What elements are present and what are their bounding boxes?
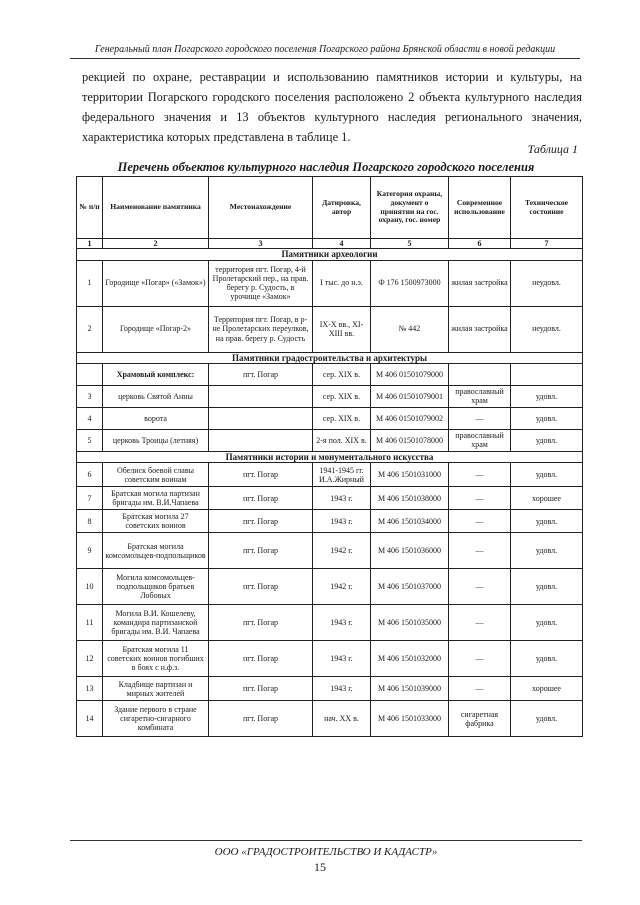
cell-usage: сигаретная фабрика	[449, 701, 511, 737]
cell-num	[77, 363, 103, 385]
cell-dating: 1943 г.	[313, 487, 371, 510]
cell-condition: удовл.	[511, 533, 583, 569]
cell-location: пгт. Погар	[209, 533, 313, 569]
col-number: 7	[511, 239, 583, 249]
cell-location	[209, 407, 313, 429]
cell-condition: удовл.	[511, 641, 583, 677]
col-header-dating: Датировка, автор	[313, 177, 371, 239]
cell-category: М 406 1501034000	[371, 510, 449, 533]
cell-condition	[511, 363, 583, 385]
col-header-num: № п/п	[77, 177, 103, 239]
cell-dating: сер. XIX в.	[313, 363, 371, 385]
cell-condition: хорошее	[511, 677, 583, 701]
cell-condition: неудовл.	[511, 260, 583, 306]
cell-dating: 1942 г.	[313, 533, 371, 569]
col-header-condition: Техническое состояние	[511, 177, 583, 239]
cell-num: 4	[77, 407, 103, 429]
column-number-row	[77, 239, 583, 249]
col-number: 2	[103, 239, 209, 249]
cell-dating: IX-X вв., XI-XIII вв.	[313, 306, 371, 352]
cell-location: Территория пгт. Погар, в р-не Пролетарских переулков, на прав. берегу р. Судость	[209, 306, 313, 352]
cell-condition: удовл.	[511, 701, 583, 737]
table-row	[77, 487, 583, 510]
cell-condition: удовл.	[511, 605, 583, 641]
cell-location: пгт. Погар	[209, 363, 313, 385]
cell-location: пгт. Погар	[209, 510, 313, 533]
cell-category: М 406 1501039000	[371, 677, 449, 701]
table-row	[77, 363, 583, 385]
col-header-name: Наименование памятника	[103, 177, 209, 239]
cell-condition: хорошее	[511, 487, 583, 510]
cell-name: Братская могила 11 советских воинов погибших в боях с н.ф.з.	[103, 641, 209, 677]
section-title: Памятники истории и монументального искусства	[77, 451, 583, 462]
cell-category: М 406 01501078000	[371, 429, 449, 451]
cell-dating: 1941-1945 гг. И.А.Жирный	[313, 463, 371, 487]
cell-condition: удовл.	[511, 510, 583, 533]
col-header-location: Местонахождение	[209, 177, 313, 239]
cell-num: 14	[77, 701, 103, 737]
table-title: Перечень объектов культурного наследия Погарского городского поселения	[117, 160, 535, 174]
cell-location: территория пгт. Погар, 4-й Пролетарский пер., на прав. берегу р. Судость, в урочище «Замок»	[209, 260, 313, 306]
cell-category: М 406 1501032000	[371, 641, 449, 677]
cell-location	[209, 429, 313, 451]
cell-usage: —	[449, 677, 511, 701]
section-row-archaeology	[77, 249, 583, 260]
cell-dating: сер. XIX в.	[313, 385, 371, 407]
table-number: Таблица 1	[527, 142, 578, 156]
cell-condition: удовл.	[511, 385, 583, 407]
cell-category: М 406 1501038000	[371, 487, 449, 510]
cell-name: Городище «Погар» («Замок»)	[103, 260, 209, 306]
cell-location: пгт. Погар	[209, 641, 313, 677]
cell-usage: —	[449, 605, 511, 641]
cell-num: 2	[77, 306, 103, 352]
cell-num: 13	[77, 677, 103, 701]
footer-company: ООО «ГРАДОСТРОИТЕЛЬСТВО И КАДАСТР»	[70, 840, 582, 858]
cell-name: ворота	[103, 407, 209, 429]
table-row	[77, 569, 583, 605]
cell-category: М 406 1501033000	[371, 701, 449, 737]
cell-category: М 406 1501031000	[371, 463, 449, 487]
table-row	[77, 385, 583, 407]
col-header-usage: Современное использование	[449, 177, 511, 239]
cell-name: Братская могила комсомольцев-подпольщиков	[103, 533, 209, 569]
cell-usage: православный храм	[449, 429, 511, 451]
page-number: 15	[314, 860, 326, 874]
cell-usage: —	[449, 569, 511, 605]
cell-location: пгт. Погар	[209, 605, 313, 641]
heritage-table	[76, 176, 583, 737]
cell-location: пгт. Погар	[209, 677, 313, 701]
cell-usage: —	[449, 487, 511, 510]
cell-dating: 1942 г.	[313, 569, 371, 605]
cell-usage: православный храм	[449, 385, 511, 407]
table-row	[77, 306, 583, 352]
cell-num: 11	[77, 605, 103, 641]
table-row	[77, 510, 583, 533]
cell-num: 8	[77, 510, 103, 533]
cell-name: Храмовый комплекс:	[103, 363, 209, 385]
table-row	[77, 641, 583, 677]
cell-num: 9	[77, 533, 103, 569]
cell-usage: —	[449, 463, 511, 487]
cell-num: 3	[77, 385, 103, 407]
col-number: 6	[449, 239, 511, 249]
cell-num: 1	[77, 260, 103, 306]
cell-dating: 1943 г.	[313, 677, 371, 701]
col-number: 3	[209, 239, 313, 249]
cell-dating: 1943 г.	[313, 510, 371, 533]
table-row	[77, 407, 583, 429]
cell-category: М 406 1501036000	[371, 533, 449, 569]
cell-condition: удовл.	[511, 463, 583, 487]
cell-location: пгт. Погар	[209, 569, 313, 605]
col-number: 5	[371, 239, 449, 249]
cell-num: 10	[77, 569, 103, 605]
cell-name: Могила В.И. Кошелеву, командира партизанской бригады им. В.И. Чапаева	[103, 605, 209, 641]
cell-num: 7	[77, 487, 103, 510]
cell-num: 12	[77, 641, 103, 677]
cell-category: № 442	[371, 306, 449, 352]
cell-name: Обелиск боевой славы советским воинам	[103, 463, 209, 487]
cell-name: церковь Святой Анны	[103, 385, 209, 407]
section-row-urban	[77, 352, 583, 363]
cell-name: Могила комсомольцев-подпольщиков братьев Лобовых	[103, 569, 209, 605]
cell-name: Братская могила 27 советских воинов	[103, 510, 209, 533]
cell-dating: 1943 г.	[313, 605, 371, 641]
col-number: 4	[313, 239, 371, 249]
cell-num: 6	[77, 463, 103, 487]
cell-name: Кладбище партизан и мирных жителей	[103, 677, 209, 701]
section-row-history	[77, 451, 583, 462]
cell-name: церковь Троицы (летняя)	[103, 429, 209, 451]
cell-usage: жилая застройка	[449, 306, 511, 352]
cell-name: Здание первого в стране сигаретно-сигарного комбината	[103, 701, 209, 737]
cell-category: М 406 01501079000	[371, 363, 449, 385]
cell-condition: неудовл.	[511, 306, 583, 352]
table-row	[77, 605, 583, 641]
cell-category: Ф 176 1500973000	[371, 260, 449, 306]
section-title: Памятники градостроительства и архитектуры	[77, 352, 583, 363]
col-number: 1	[77, 239, 103, 249]
cell-location	[209, 385, 313, 407]
cell-location: пгт. Погар	[209, 701, 313, 737]
cell-dating: 2-я пол. XIX в.	[313, 429, 371, 451]
cell-category: М 406 1501035000	[371, 605, 449, 641]
cell-condition: удовл.	[511, 407, 583, 429]
cell-usage: —	[449, 510, 511, 533]
cell-dating: I тыс. до н.э.	[313, 260, 371, 306]
cell-dating: нач. XX в.	[313, 701, 371, 737]
cell-dating: 1943 г.	[313, 641, 371, 677]
table-row	[77, 677, 583, 701]
cell-location: пгт. Погар	[209, 487, 313, 510]
cell-usage: —	[449, 407, 511, 429]
cell-usage	[449, 363, 511, 385]
cell-condition: удовл.	[511, 429, 583, 451]
cell-usage: —	[449, 533, 511, 569]
table-row	[77, 701, 583, 737]
cell-category: М 406 01501079001	[371, 385, 449, 407]
col-header-category: Категория охраны, документ о принятии на гос. охрану, гос. номер	[371, 177, 449, 239]
cell-name: Братская могила партизан бригады им. В.И.Чапаева	[103, 487, 209, 510]
cell-num: 5	[77, 429, 103, 451]
body-paragraph: рекцией по охране, реставрации и использованию памятников истории и культуры, на территории Погарского городского поселения расположено 2 объекта культурного наследия федерального значения и 13 объектов культурного наследия регионального значения, характеристика которых представлена в таблице 1.	[82, 70, 582, 144]
table-row	[77, 260, 583, 306]
section-title: Памятники археологии	[77, 249, 583, 260]
cell-category: М 406 1501037000	[371, 569, 449, 605]
cell-condition: удовл.	[511, 569, 583, 605]
table-row	[77, 463, 583, 487]
cell-usage: —	[449, 641, 511, 677]
cell-category: М 406 01501079002	[371, 407, 449, 429]
cell-usage: жилая застройка	[449, 260, 511, 306]
cell-name: Городище «Погар-2»	[103, 306, 209, 352]
cell-dating: сер. XIX в.	[313, 407, 371, 429]
table-row	[77, 429, 583, 451]
header-row	[77, 177, 583, 239]
running-header: Генеральный план Погарского городского поселения Погарского района Брянской области в новой редакции	[70, 44, 580, 59]
table-row	[77, 533, 583, 569]
cell-location: пгт. Погар	[209, 463, 313, 487]
